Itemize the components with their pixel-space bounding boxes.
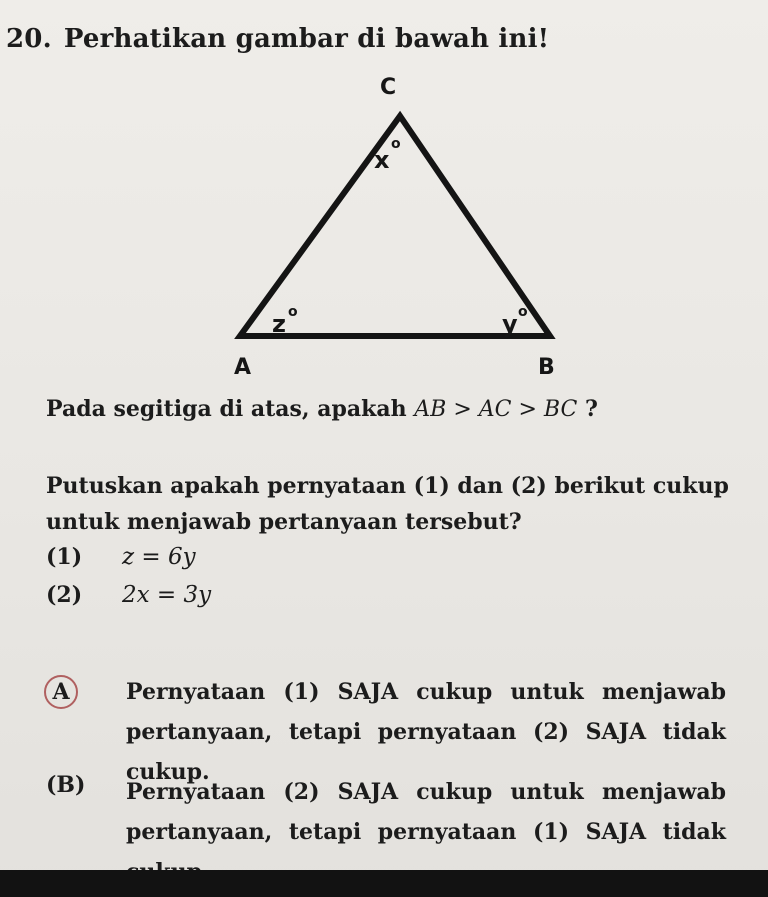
question-prefix: Pada segitiga di atas, apakah <box>46 396 407 422</box>
angle-b-degree: o <box>518 304 528 320</box>
bottom-edge <box>0 870 768 897</box>
statement-2-equation: 2x = 3y <box>122 582 212 608</box>
option-b-text: Pernyataan (2) SAJA cukup untuk menjawab pertanyaan, tetapi pernyataan (1) SAJA tidak <box>126 779 726 845</box>
question-text <box>46 396 598 422</box>
triangle-figure <box>220 66 590 386</box>
angle-c-var: x <box>374 146 390 174</box>
vertex-c-label: C <box>380 75 397 100</box>
statement-1-label: (1) <box>46 544 83 570</box>
angle-a-degree: o <box>288 304 298 320</box>
option-b-letter: (B) <box>46 772 86 798</box>
question-number: 20. <box>6 24 52 54</box>
question-header <box>6 24 549 54</box>
statement-2 <box>46 582 211 608</box>
statement-1-equation: z = 6y <box>122 544 196 570</box>
angle-a-var: z <box>272 310 286 338</box>
statement-2-label: (2) <box>46 582 83 608</box>
question-suffix: ? <box>584 396 598 422</box>
vertex-a-label: A <box>234 355 252 380</box>
statement-1 <box>46 544 196 570</box>
option-a-text: Pernyataan (1) SAJA cukup untuk menjawab pertanyaan, tetapi pernyataan (2) SAJA tidak cukup. <box>126 679 726 785</box>
question-title: Perhatikan gambar di bawah ini! <box>63 24 550 54</box>
instruction-text: Putuskan apakah pernyataan (1) dan (2) berikut cukup untuk menjawab pertanyaan tersebut? <box>46 473 729 535</box>
angle-b-var: y <box>502 310 518 338</box>
option-a-letter: A <box>44 675 78 709</box>
angle-c-degree: o <box>391 136 401 152</box>
question-expression: AB > AC > BC <box>414 397 578 422</box>
vertex-b-label: B <box>538 355 555 380</box>
